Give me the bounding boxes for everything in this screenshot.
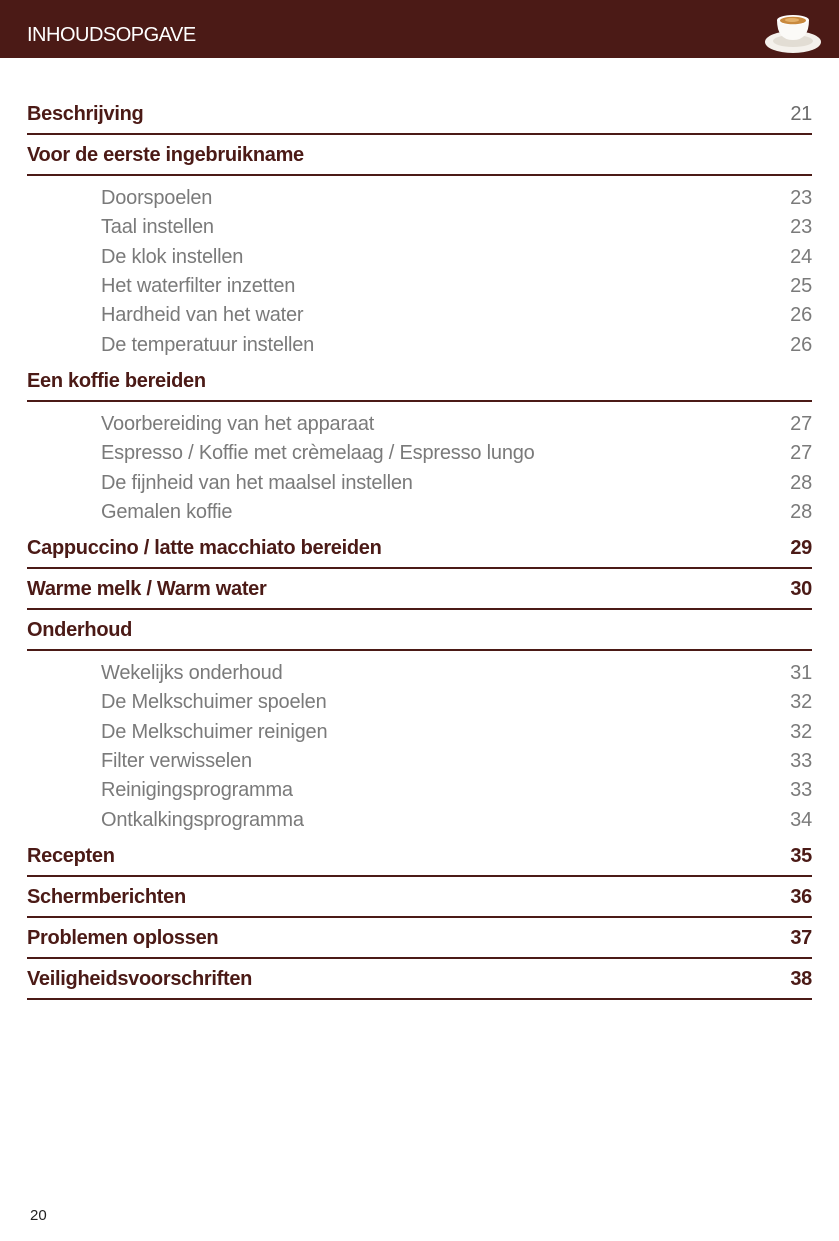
toc-section-heading[interactable]: [27, 918, 812, 959]
entry-page-number: 26: [790, 304, 812, 327]
section-page-number: 37: [790, 926, 812, 949]
toc-entry[interactable]: [27, 184, 812, 213]
section-title: Cappuccino / latte macchiato bereiden: [27, 536, 382, 559]
toc-entry[interactable]: [27, 747, 812, 776]
coffee-cup-icon: [763, 12, 823, 56]
entry-label: Reinigingsprogramma: [101, 779, 293, 802]
toc-entry[interactable]: [27, 243, 812, 272]
toc-entry[interactable]: [27, 776, 812, 805]
toc-section-heading[interactable]: [27, 610, 812, 651]
entry-page-number: 28: [790, 471, 812, 494]
toc-section-heading[interactable]: [27, 839, 812, 877]
toc-entry[interactable]: [27, 330, 812, 359]
toc-section-heading[interactable]: [27, 364, 812, 402]
toc-section-heading[interactable]: [27, 531, 812, 569]
toc-entry[interactable]: [27, 410, 812, 439]
entry-page-number: 23: [790, 216, 812, 239]
header-bar: [0, 0, 839, 58]
entry-label: Taal instellen: [101, 216, 214, 239]
section-page-number: 21: [790, 103, 812, 125]
entry-page-number: 28: [790, 500, 812, 523]
toc-entry[interactable]: [27, 688, 812, 717]
entry-page-number: 25: [790, 275, 812, 298]
section-title: Problemen oplossen: [27, 926, 219, 949]
toc-section-heading[interactable]: [27, 959, 812, 1000]
entry-label: Espresso / Koffie met crèmelaag / Espresso lungo: [101, 442, 535, 465]
entry-label: Hardheid van het water: [101, 304, 304, 327]
entry-page-number: 23: [790, 187, 812, 210]
section-page-number: 38: [790, 967, 812, 990]
toc-entry[interactable]: [27, 659, 812, 688]
toc-sub-list: [27, 176, 812, 364]
entry-page-number: 32: [790, 720, 812, 743]
entry-page-number: 32: [790, 691, 812, 714]
entry-page-number: 27: [790, 442, 812, 465]
section-page-number: 36: [790, 885, 812, 908]
entry-page-number: 33: [790, 779, 812, 802]
toc-entry[interactable]: [27, 301, 812, 330]
toc-entry[interactable]: [27, 439, 812, 468]
entry-label: De Melkschuimer spoelen: [101, 691, 327, 714]
entry-label: Gemalen koffie: [101, 500, 233, 523]
entry-page-number: 33: [790, 750, 812, 772]
entry-page-number: 27: [790, 412, 812, 435]
toc-entry[interactable]: [27, 213, 812, 242]
section-title: Recepten: [27, 844, 115, 867]
section-page-number: 30: [790, 577, 812, 600]
toc-section-heading[interactable]: [27, 877, 812, 918]
section-title: Veiligheidsvoorschriften: [27, 967, 253, 990]
entry-label: Voorbereiding van het apparaat: [101, 412, 375, 435]
section-title: Beschrijving: [27, 103, 144, 125]
entry-label: Filter verwisselen: [101, 750, 252, 772]
entry-page-number: 34: [790, 808, 812, 831]
toc-section-heading[interactable]: [27, 569, 812, 610]
entry-label: De klok instellen: [101, 245, 244, 268]
table-of-contents: [27, 97, 812, 1000]
section-title: Voor de eerste ingebruikname: [27, 144, 304, 166]
entry-label: Wekelijks onderhoud: [101, 662, 283, 685]
toc-entry[interactable]: [27, 272, 812, 301]
toc-entry[interactable]: [27, 498, 812, 527]
entry-page-number: 24: [790, 245, 812, 268]
entry-label: Het waterfilter inzetten: [101, 275, 296, 298]
entry-label: De temperatuur instellen: [101, 333, 315, 356]
toc-entry[interactable]: [27, 718, 812, 747]
toc-section-heading[interactable]: [27, 135, 812, 176]
section-title: Onderhoud: [27, 618, 133, 641]
section-title: Schermberichten: [27, 885, 186, 908]
toc-section-heading[interactable]: [27, 97, 812, 135]
section-title: Warme melk / Warm water: [27, 577, 267, 600]
entry-page-number: 31: [790, 662, 812, 685]
entry-label: De fijnheid van het maalsel instellen: [101, 471, 413, 494]
toc-sub-list: [27, 402, 812, 531]
page-number: 20: [30, 1207, 47, 1224]
section-title: Een koffie bereiden: [27, 369, 206, 392]
entry-label: Doorspoelen: [101, 187, 213, 210]
section-page-number: 35: [790, 844, 812, 867]
toc-entry[interactable]: [27, 468, 812, 497]
entry-label: De Melkschuimer reinigen: [101, 720, 328, 743]
entry-page-number: 26: [790, 333, 812, 356]
section-page-number: 29: [790, 536, 812, 559]
toc-entry[interactable]: [27, 805, 812, 834]
page-title: INHOUDSOPGAVE: [27, 24, 196, 46]
toc-sub-list: [27, 651, 812, 839]
entry-label: Ontkalkingsprogramma: [101, 808, 304, 831]
